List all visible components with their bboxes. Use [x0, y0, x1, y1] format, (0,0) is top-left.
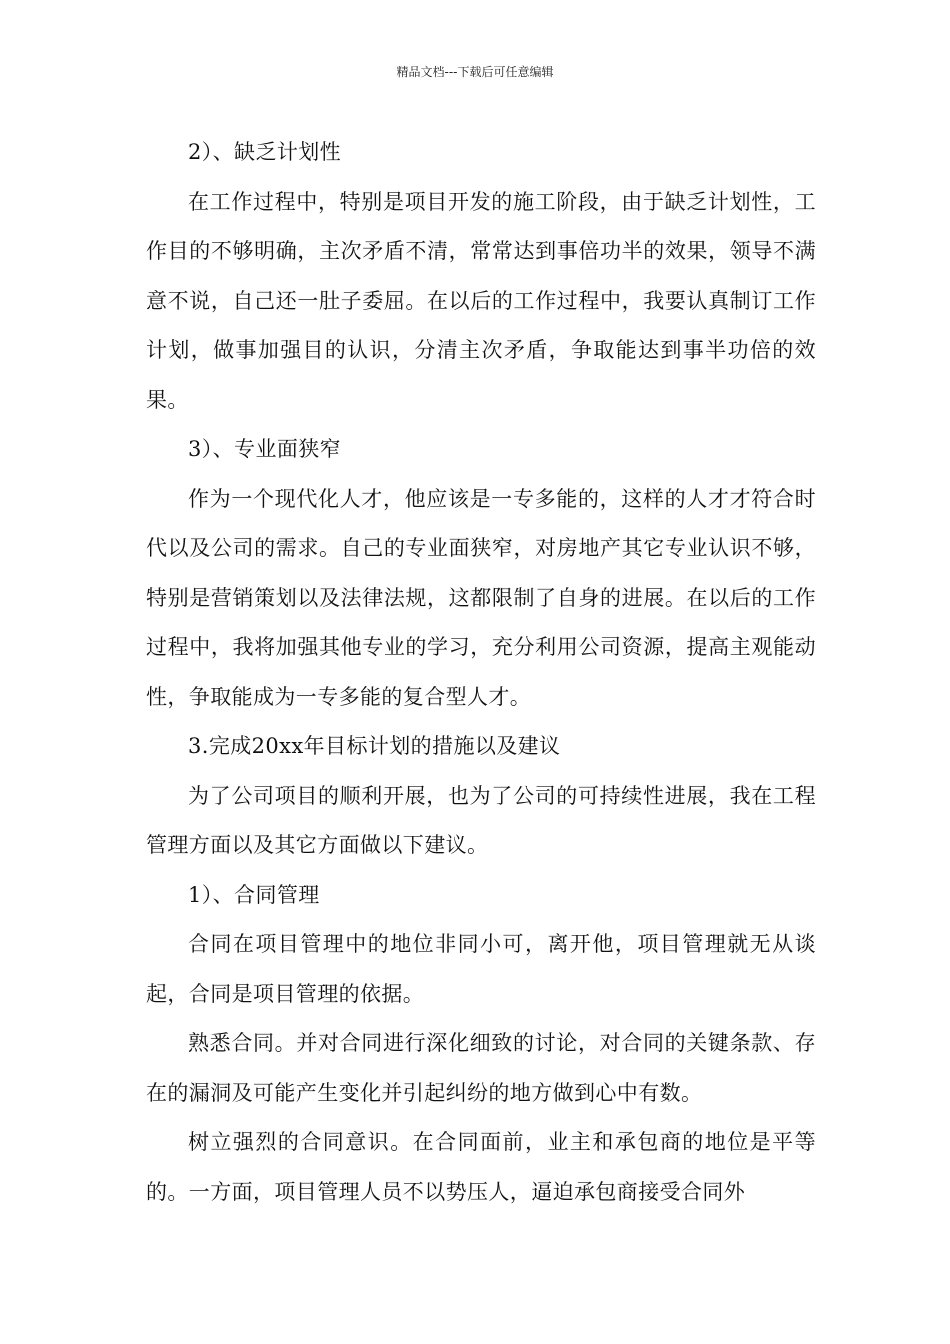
section-heading-narrow-specialty: 3）、专业面狭窄: [188, 437, 342, 461]
paragraph-planning: 在工作过程中，特别是项目开发的施工阶段，由于缺乏计划性，工作目的不够明确，主次矛盾不清，常常达到事倍功半的效果，领导不满意不说，自己还一肚子委屈。在以后的工作过程中，我要认真制订工作计划，做事加强目的认识，分清主次矛盾，争取能达到事半功倍的效果。: [146, 189, 816, 412]
section-heading-lack-of-planning: 2）、缺乏计划性: [188, 140, 342, 164]
page-header: 精品文档---下载后可任意编辑: [396, 65, 554, 79]
paragraph-contract-familiarity: 熟悉合同。并对合同进行深化细致的讨论，对合同的关键条款、存在的漏洞及可能产生变化并引起纠纷的地方做到心中有数。: [146, 1031, 816, 1105]
section-heading-contract-management: 1）、合同管理: [188, 882, 320, 907]
paragraph-contract-role: 合同在项目管理中的地位非同小可，离开他，项目管理就无从谈起，合同是项目管理的依据。: [146, 932, 816, 1006]
paragraph-contract-awareness: 树立强烈的合同意识。在合同面前，业主和承包商的地位是平等的。一方面，项目管理人员不以势压人，逼迫承包商接受合同外: [146, 1130, 816, 1204]
paragraph-specialty: 作为一个现代化人才，他应该是一专多能的，这样的人才才符合时代以及公司的需求。自己的专业面狭窄，对房地产其它专业认识不够，特别是营销策划以及法律法规，这都限制了自身的进展。在以后的工作过程中，我将加强其他专业的学习，充分利用公司资源，提高主观能动性，争取能成为一专多能的复合型人才。: [146, 486, 816, 709]
paragraph-measures: 为了公司项目的顺利开展，也为了公司的可持续性进展，我在工程管理方面以及其它方面做以下建议。: [146, 783, 816, 857]
document-body: [146, 128, 816, 1217]
section-heading-measures: 3.完成20xx年目标计划的措施以及建议: [188, 734, 561, 758]
